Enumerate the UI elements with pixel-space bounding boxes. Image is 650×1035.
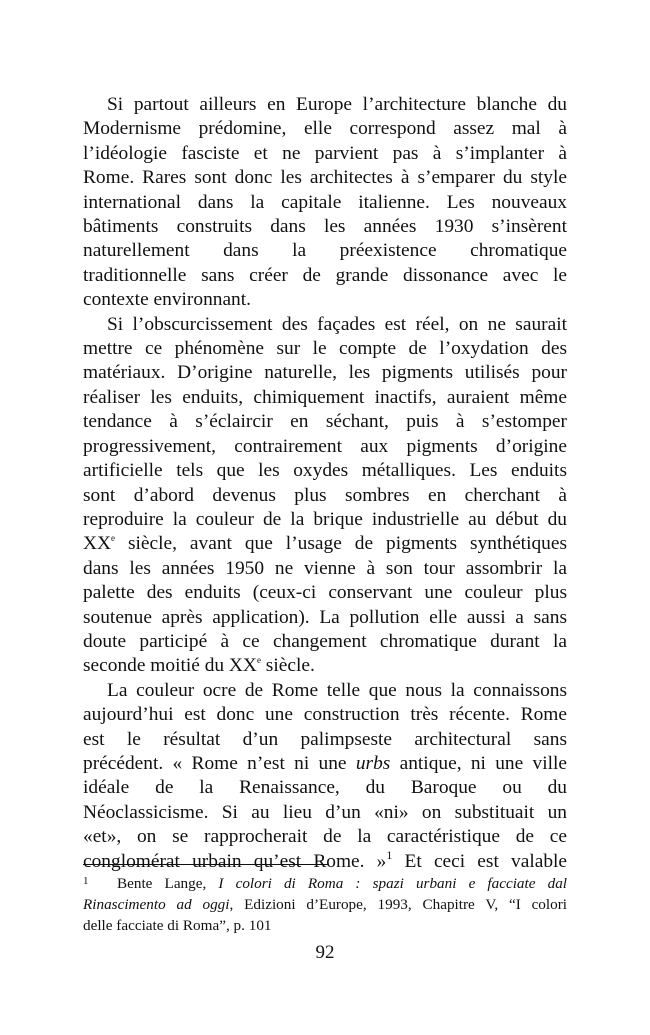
text-line: dans les années 1950 ne vienne à son tour assombrir la: [83, 557, 567, 579]
text-line: [83, 752, 567, 776]
text-line: est le résultat d’un palimpseste architectural sans: [83, 728, 567, 750]
text-line: sont d’abord devenus plus sombres en cherchant à: [83, 484, 567, 506]
text-line: [83, 847, 568, 874]
text-run: seconde moitié du XX: [83, 655, 257, 677]
paragraph-1: [83, 93, 567, 313]
page-body: [83, 93, 567, 874]
text-line: artificielle tels que les oxydes métalliques. Les enduits: [83, 460, 567, 482]
footnote-line: delle facciate di Roma”, p. 101: [83, 917, 272, 934]
text-line: [83, 532, 567, 556]
text-line: doute participé à ce changement chromatique durant la: [83, 630, 567, 652]
text-line: progressivement, contrairement aux pigments d’origine: [83, 435, 567, 457]
text-line: palette des enduits (ceux-ci conservant une couleur plus: [83, 582, 567, 604]
text-line: l’idéologie fasciste et ne parvient pas à s’implanter à: [83, 142, 567, 164]
text-run: précédent. « Rome n’est ni une: [83, 752, 356, 774]
text-run: antique, ni une ville: [390, 752, 567, 774]
text-run: siècle.: [260, 655, 315, 677]
text-run: Et ceci est valable: [392, 850, 568, 872]
text-line: idéale de la Renaissance, du Baroque ou du: [83, 777, 567, 799]
text-line: Si l’obscurcissement des façades est réel, on ne saurait: [107, 313, 567, 335]
page-number: 92: [315, 942, 335, 963]
text-line: Rome. Rares sont donc les architectes à s’emparer du style: [83, 167, 567, 189]
footnote-reference: 1: [386, 847, 393, 862]
text-line: bâtiments construits dans les années 1930 s’insèrent: [83, 216, 567, 238]
text-line: matériaux. D’origine naturelle, les pigments utilisés pour: [83, 362, 567, 384]
text-line: Néoclassicisme. Si au lieu d’un «ni» on substituait un: [83, 801, 567, 823]
footnote-line: 1 Bente Lange, I colori di Roma : spazi urbani e facciate dal: [83, 875, 568, 892]
footnote-line: [83, 894, 567, 915]
text-run: siècle, avant que l’usage de pigments synthétiques: [115, 533, 567, 555]
text-run: conglomérat urbain qu’est Rome. »: [83, 850, 387, 872]
footnote-text: , Edizioni d’Europe, 1993, Chapitre V, “I colori: [229, 896, 567, 913]
text-line: tendance à s’éclaircir en séchant, puis à s’estomper: [83, 411, 567, 433]
text-line: mettre ce phénomène sur le compte de l’oxydation des: [83, 338, 567, 360]
text-line: [83, 654, 567, 678]
text-line: contexte environnant.: [83, 289, 251, 311]
superscript: e: [111, 533, 116, 544]
footnote-title: Rinascimento ad oggi: [83, 896, 230, 913]
text-line: soutenue après application). La pollution elle aussi a sans: [83, 606, 567, 628]
text-line: aujourd’hui est donc une construction très récente. Rome: [83, 704, 567, 726]
text-run: XX: [83, 533, 112, 555]
text-line: Modernisme prédomine, elle correspond assez mal à: [83, 118, 567, 140]
footnote-author: Bente Lange,: [117, 875, 219, 892]
text-line: «et», on se rapprocherait de la caractéristique de ce: [83, 826, 567, 848]
superscript: e: [256, 655, 261, 666]
text-line: international dans la capitale italienne. Les nouveaux: [83, 191, 567, 213]
footnote-separator: [83, 864, 329, 865]
paragraph-3: [83, 679, 567, 874]
text-line: Si partout ailleurs en Europe l’architecture blanche du: [107, 94, 567, 115]
italic-word: urbs: [355, 752, 391, 774]
text-line: naturellement dans la préexistence chromatique: [83, 240, 567, 262]
text-line: réaliser les enduits, chimiquement inactifs, auraient même: [83, 386, 567, 408]
footnote: [83, 873, 567, 936]
paragraph-2: [83, 313, 567, 679]
text-line: traditionnelle sans créer de grande dissonance avec le: [83, 264, 567, 286]
text-line: La couleur ocre de Rome telle que nous la connaissons: [107, 679, 567, 701]
text-line: reproduire la couleur de la brique industrielle au début du: [83, 508, 567, 530]
footnote-title: I colori di Roma : spazi urbani e facciate dal: [218, 875, 568, 892]
